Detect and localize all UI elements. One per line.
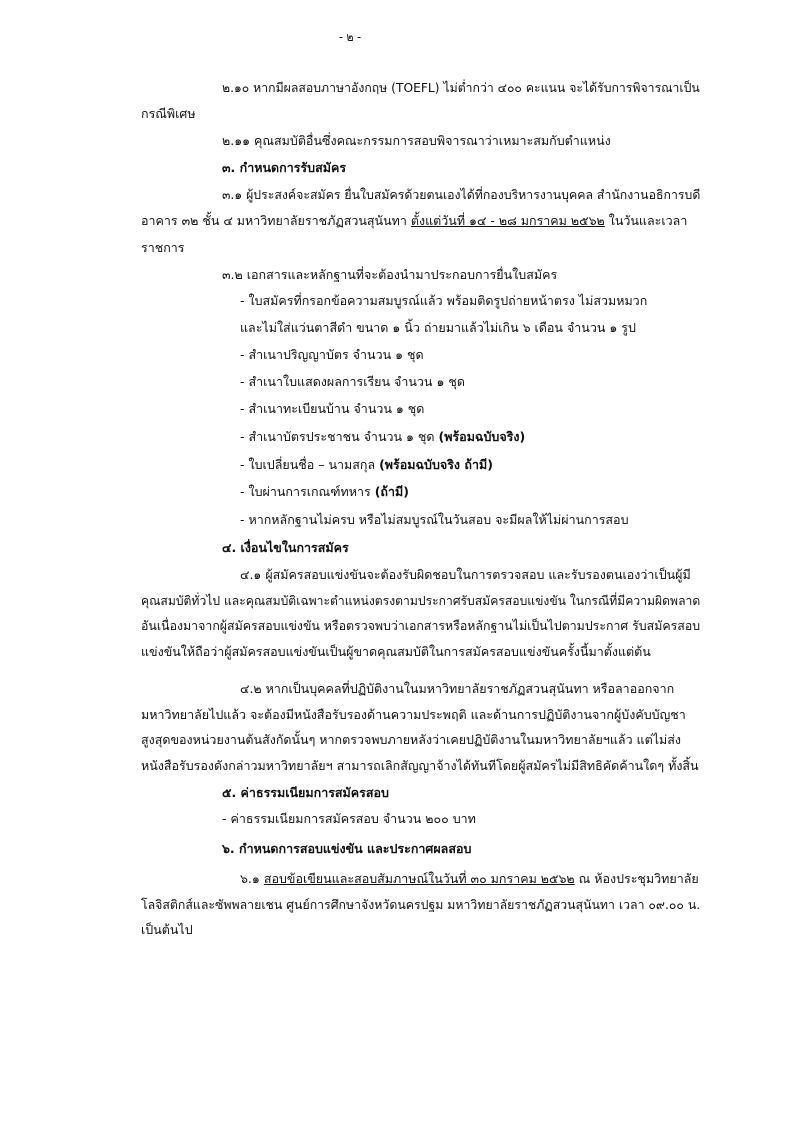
item-3-1-line-3: ราชการ bbox=[141, 240, 185, 255]
item-3-1-line-1: ๓.๑ ผู้ประสงค์จะสมัคร ยื่นใบสมัครด้วยตนเองได้ที่กองบริหารงานบุคคล สำนักงานอธิการบดี bbox=[222, 187, 701, 202]
item-4-1-line-2: คุณสมบัติทั่วไป และคุณสมบัติเฉพาะตำแหน่งตรงตามประกาศรับสมัครสอบแข่งขัน ในกรณีที่มีความผิดพลาด bbox=[141, 593, 701, 608]
item-4-2-line-2: มหาวิทยาลัยไปแล้ว จะต้องมีหนังสือรับรองด้านความประพฤติ และด้านการปฏิบัติงานจากผู้บังคับบัญชา bbox=[141, 707, 686, 722]
item-3-1-text-end: ในวันและเวลา bbox=[604, 213, 688, 228]
document-7 bbox=[240, 483, 409, 501]
item-2-11: ๒.๑๑ คุณสมบัติอื่นซึ่งคณะกรรมการสอบพิจารณาว่าเหมาะสมกับตำแหน่ง bbox=[222, 133, 611, 148]
section-4-heading: ๔. เงื่อนไขในการสมัคร bbox=[222, 540, 349, 555]
item-6-1-line-1 bbox=[240, 870, 699, 888]
item-6-1-text-end: ณ ห้องประชุมวิทยาลัย bbox=[574, 871, 699, 886]
item-4-2-line-3: สูงสุดของหน่วยงานต้นสังกัดนั้นๆ หากตรวจพบภายหลังว่าเคยปฏิบัติงานในมหาวิทยาลัยฯแล้ว แต่ไม่ส่ง bbox=[141, 732, 681, 747]
document-6-text: - ใบเปลี่ยนชื่อ – นามสกุล bbox=[240, 457, 380, 472]
section-6-heading: ๖. กำหนดการสอบแข่งขัน และประกาศผลสอบ bbox=[222, 841, 472, 856]
item-6-1-number: ๖.๑ bbox=[240, 871, 264, 886]
document-7-text: - ใบผ่านการเกณฑ์ทหาร bbox=[240, 484, 375, 499]
item-3-1-line-2 bbox=[141, 212, 687, 230]
application-period: ตั้งแต่วันที่ ๑๔ - ๒๘ มกราคม ๒๕๖๒ bbox=[410, 213, 605, 228]
item-6-1-line-2: โลจิสติกส์และซัพพลายเชน ศูนย์การศึกษาจังหวัดนครปฐม มหาวิทยาลัยราชภัฏสวนสุนันทา เวลา ๐๙.๐๐ น. bbox=[141, 897, 701, 912]
item-4-1-line-1: ๔.๑ ผู้สมัครสอบแข่งขันจะต้องรับผิดชอบในการตรวจสอบ และรับรองตนเองว่าเป็นผู้มี bbox=[240, 567, 691, 582]
exam-date: สอบข้อเขียนและสอบสัมภาษณ์ในวันที่ ๓๐ มกราคม ๒๕๖๒ bbox=[263, 871, 575, 886]
document-7-note: (ถ้ามี) bbox=[374, 484, 409, 499]
item-2-10-line-2: กรณีพิเศษ bbox=[141, 106, 196, 121]
item-4-1-line-3: อันเนื่องมาจากผู้สมัครสอบแข่งขัน หรือตรวจพบว่าเอกสารหรือหลักฐานไม่เป็นไปตามประกาศ รับสมัครสอบ bbox=[141, 618, 701, 633]
document-8: - หากหลักฐานไม่ครบ หรือไม่สมบูรณ์ในวันสอบ จะมีผลให้ไม่ผ่านการสอบ bbox=[240, 512, 629, 527]
page-number: - ๒ - bbox=[338, 29, 362, 44]
document-3: - สำเนาใบแสดงผลการเรียน จำนวน ๑ ชุด bbox=[240, 374, 465, 389]
document-1-line-1: - ใบสมัครที่กรอกข้อความสมบูรณ์แล้ว พร้อมติดรูปถ่ายหน้าตรง ไม่สวมหมวก bbox=[240, 293, 648, 308]
item-3-1-text: อาคาร ๓๒ ชั้น ๔ มหาวิทยาลัยราชภัฏสวนสุนันทา bbox=[141, 213, 411, 228]
item-4-1-line-4: แข่งขันให้ถือว่าผู้สมัครสอบแข่งขันเป็นผู้ขาดคุณสมบัติในการสมัครสอบแข่งขันครั้งนี้มาตั้งแต่ต้น bbox=[141, 644, 651, 659]
document-6 bbox=[240, 456, 493, 474]
document-5-text: - สำเนาบัตรประชาชน จำนวน ๑ ชุด bbox=[240, 429, 439, 444]
document-6-note: (พร้อมฉบับจริง ถ้ามี) bbox=[379, 457, 493, 472]
section-3-heading: ๓. กำหนดการรับสมัคร bbox=[222, 160, 347, 175]
document-5-note: (พร้อมฉบับจริง) bbox=[438, 429, 526, 444]
item-2-10-line-1: ๒.๑๐ หากมีผลสอบภาษาอังกฤษ (TOEFL) ไม่ต่ำกว่า ๔๐๐ คะแนน จะได้รับการพิจารณาเป็น bbox=[222, 80, 700, 95]
item-3-2: ๓.๒ เอกสารและหลักฐานที่จะต้องนำมาประกอบการยื่นใบสมัคร bbox=[222, 267, 558, 282]
document-4: - สำเนาทะเบียนบ้าน จำนวน ๑ ชุด bbox=[240, 401, 425, 416]
document-1-line-2: และไม่ใส่แว่นตาสีดำ ขนาด ๑ นิ้ว ถ่ายมาแล้วไม่เกิน ๖ เดือน จำนวน ๑ รูป bbox=[240, 320, 636, 335]
item-4-2-line-1: ๔.๒ หากเป็นบุคคลที่ปฏิบัติงานในมหาวิทยาลัยราชภัฏสวนสุนันทา หรือลาออกจาก bbox=[240, 681, 675, 696]
section-5-heading: ๕. ค่าธรรมเนียมการสมัครสอบ bbox=[222, 785, 389, 800]
item-6-1-line-3: เป็นต้นไป bbox=[141, 922, 193, 937]
document-5 bbox=[240, 428, 525, 446]
document-2: - สำเนาปริญญาบัตร จำนวน ๑ ชุด bbox=[240, 347, 424, 362]
fee-line: - ค่าธรรมเนียมการสมัครสอบ จำนวน ๒๐๐ บาท bbox=[222, 811, 476, 826]
item-4-2-line-4: หนังสือรับรองดังกล่าวมหาวิทยาลัยฯ สามารถเลิกสัญญาจ้างได้ทันทีโดยผู้สมัครไม่มีสิทธิคัดค้านใดๆ ทั้งสิ้น bbox=[141, 758, 699, 773]
